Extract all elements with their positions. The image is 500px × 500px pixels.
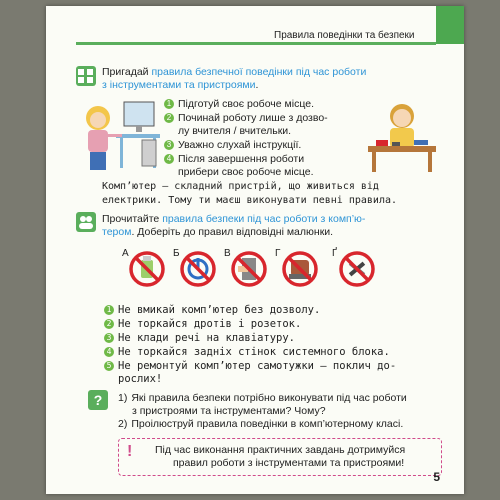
section2-intro	[102, 213, 452, 239]
section2-end: . Доберіть до правил відповідні малюнки.	[131, 226, 334, 238]
girl-at-computer-illustration	[76, 92, 164, 174]
svg-text:?: ?	[93, 392, 103, 408]
header-line	[76, 42, 436, 45]
intro-highlight-2: з інструментами та пристроями	[102, 79, 256, 91]
item-number-badge: 1	[164, 99, 174, 109]
rule-number-badge: 4	[104, 347, 114, 357]
sign-label: В	[224, 248, 231, 259]
item-text: Після завершення роботи	[178, 153, 305, 165]
section1-item	[164, 112, 364, 138]
rule-item	[104, 346, 444, 359]
computer-paragraph	[102, 180, 452, 208]
intro-highlight-1: правила безпечної поведінки під час роботи	[151, 66, 367, 78]
rule-number-badge: 5	[104, 361, 114, 371]
group-work-icon	[76, 212, 96, 232]
sign-label: Г	[275, 248, 281, 259]
boy-with-tools-illustration	[362, 94, 442, 174]
item-text: Починай роботу лише з дозво-	[178, 112, 328, 124]
no-power-button-icon	[179, 250, 217, 288]
note-line-1: Під час виконання практичних завдань дотримуйся	[155, 444, 406, 456]
section2-text: Прочитайте	[102, 213, 163, 225]
sign-label: А	[122, 248, 129, 259]
item-text: Уважно слухай інструкції.	[178, 139, 302, 151]
rule-text: Не торкайся задніх стінок системного блока.	[118, 346, 390, 358]
question-icon	[88, 390, 108, 410]
rule-item	[104, 360, 444, 386]
rule-text: Не клади речі на клавіатуру.	[118, 332, 296, 344]
page-number: 5	[433, 470, 440, 484]
note-line-2: правил роботи з інструментами та пристроями!	[173, 457, 405, 469]
remember-icon	[76, 66, 96, 86]
rule-text: Не торкайся дротів і розеток.	[118, 318, 302, 330]
section2-highlight-2: тером	[102, 226, 132, 238]
question-text: Які правила безпеки потрібно виконувати під час роботи	[131, 392, 407, 404]
item-text: прибери своє робоче місце.	[178, 166, 314, 178]
question-number: 1)	[118, 392, 128, 404]
item-number-badge: 2	[164, 113, 174, 123]
sign-label: Ґ	[332, 248, 337, 259]
note-box	[118, 438, 442, 476]
question-text: з пристроями та інструментами? Чому?	[132, 405, 326, 417]
rule-text: Не вмикай комп’ютер без дозволу.	[118, 304, 321, 316]
header-title: Правила поведінки та безпеки	[274, 30, 415, 41]
no-bag-on-keyboard-icon	[281, 250, 319, 288]
rule-item	[104, 304, 444, 317]
section1-intro	[102, 66, 442, 92]
rule-number-badge: 2	[104, 319, 114, 329]
header-corner	[436, 6, 464, 44]
note-text	[155, 444, 435, 470]
section1-item	[164, 153, 364, 179]
paragraph-line-2: електрики. Тому ти маєш виконувати певні правила.	[102, 195, 398, 206]
no-repair-tools-icon	[338, 250, 376, 288]
section1-item	[164, 139, 364, 152]
section2-highlight-1: правила безпеки під час роботи з комп’ю-	[162, 213, 366, 225]
intro-end: .	[255, 79, 259, 91]
item-text: лу вчителя / вчительки.	[178, 125, 292, 137]
exclamation-icon: !	[127, 443, 133, 460]
question-item	[118, 392, 448, 418]
item-number-badge: 3	[164, 140, 174, 150]
question-item	[118, 418, 448, 431]
textbook-page	[46, 6, 464, 494]
question-number: 2)	[118, 418, 128, 430]
rule-text: Не ремонтуй комп’ютер самотужки — поклич до-	[118, 360, 397, 372]
section1-item	[164, 98, 364, 111]
item-number-badge: 4	[164, 154, 174, 164]
paragraph-line-1: Комп’ютер — складний пристрій, що живиться від	[102, 181, 379, 192]
no-drink-icon	[128, 250, 166, 288]
intro-text: Пригадай	[102, 66, 152, 78]
rule-number-badge: 3	[104, 333, 114, 343]
item-text: Підготуй своє робоче місце.	[178, 98, 314, 110]
question-text: Проілюструй правила поведінки в комп’ютерному класі.	[131, 418, 404, 430]
rule-item	[104, 332, 444, 345]
rule-item	[104, 318, 444, 331]
no-touch-back-icon	[230, 250, 268, 288]
rule-number-badge: 1	[104, 305, 114, 315]
rule-text: рослих!	[118, 373, 163, 385]
sign-label: Б	[173, 248, 180, 259]
